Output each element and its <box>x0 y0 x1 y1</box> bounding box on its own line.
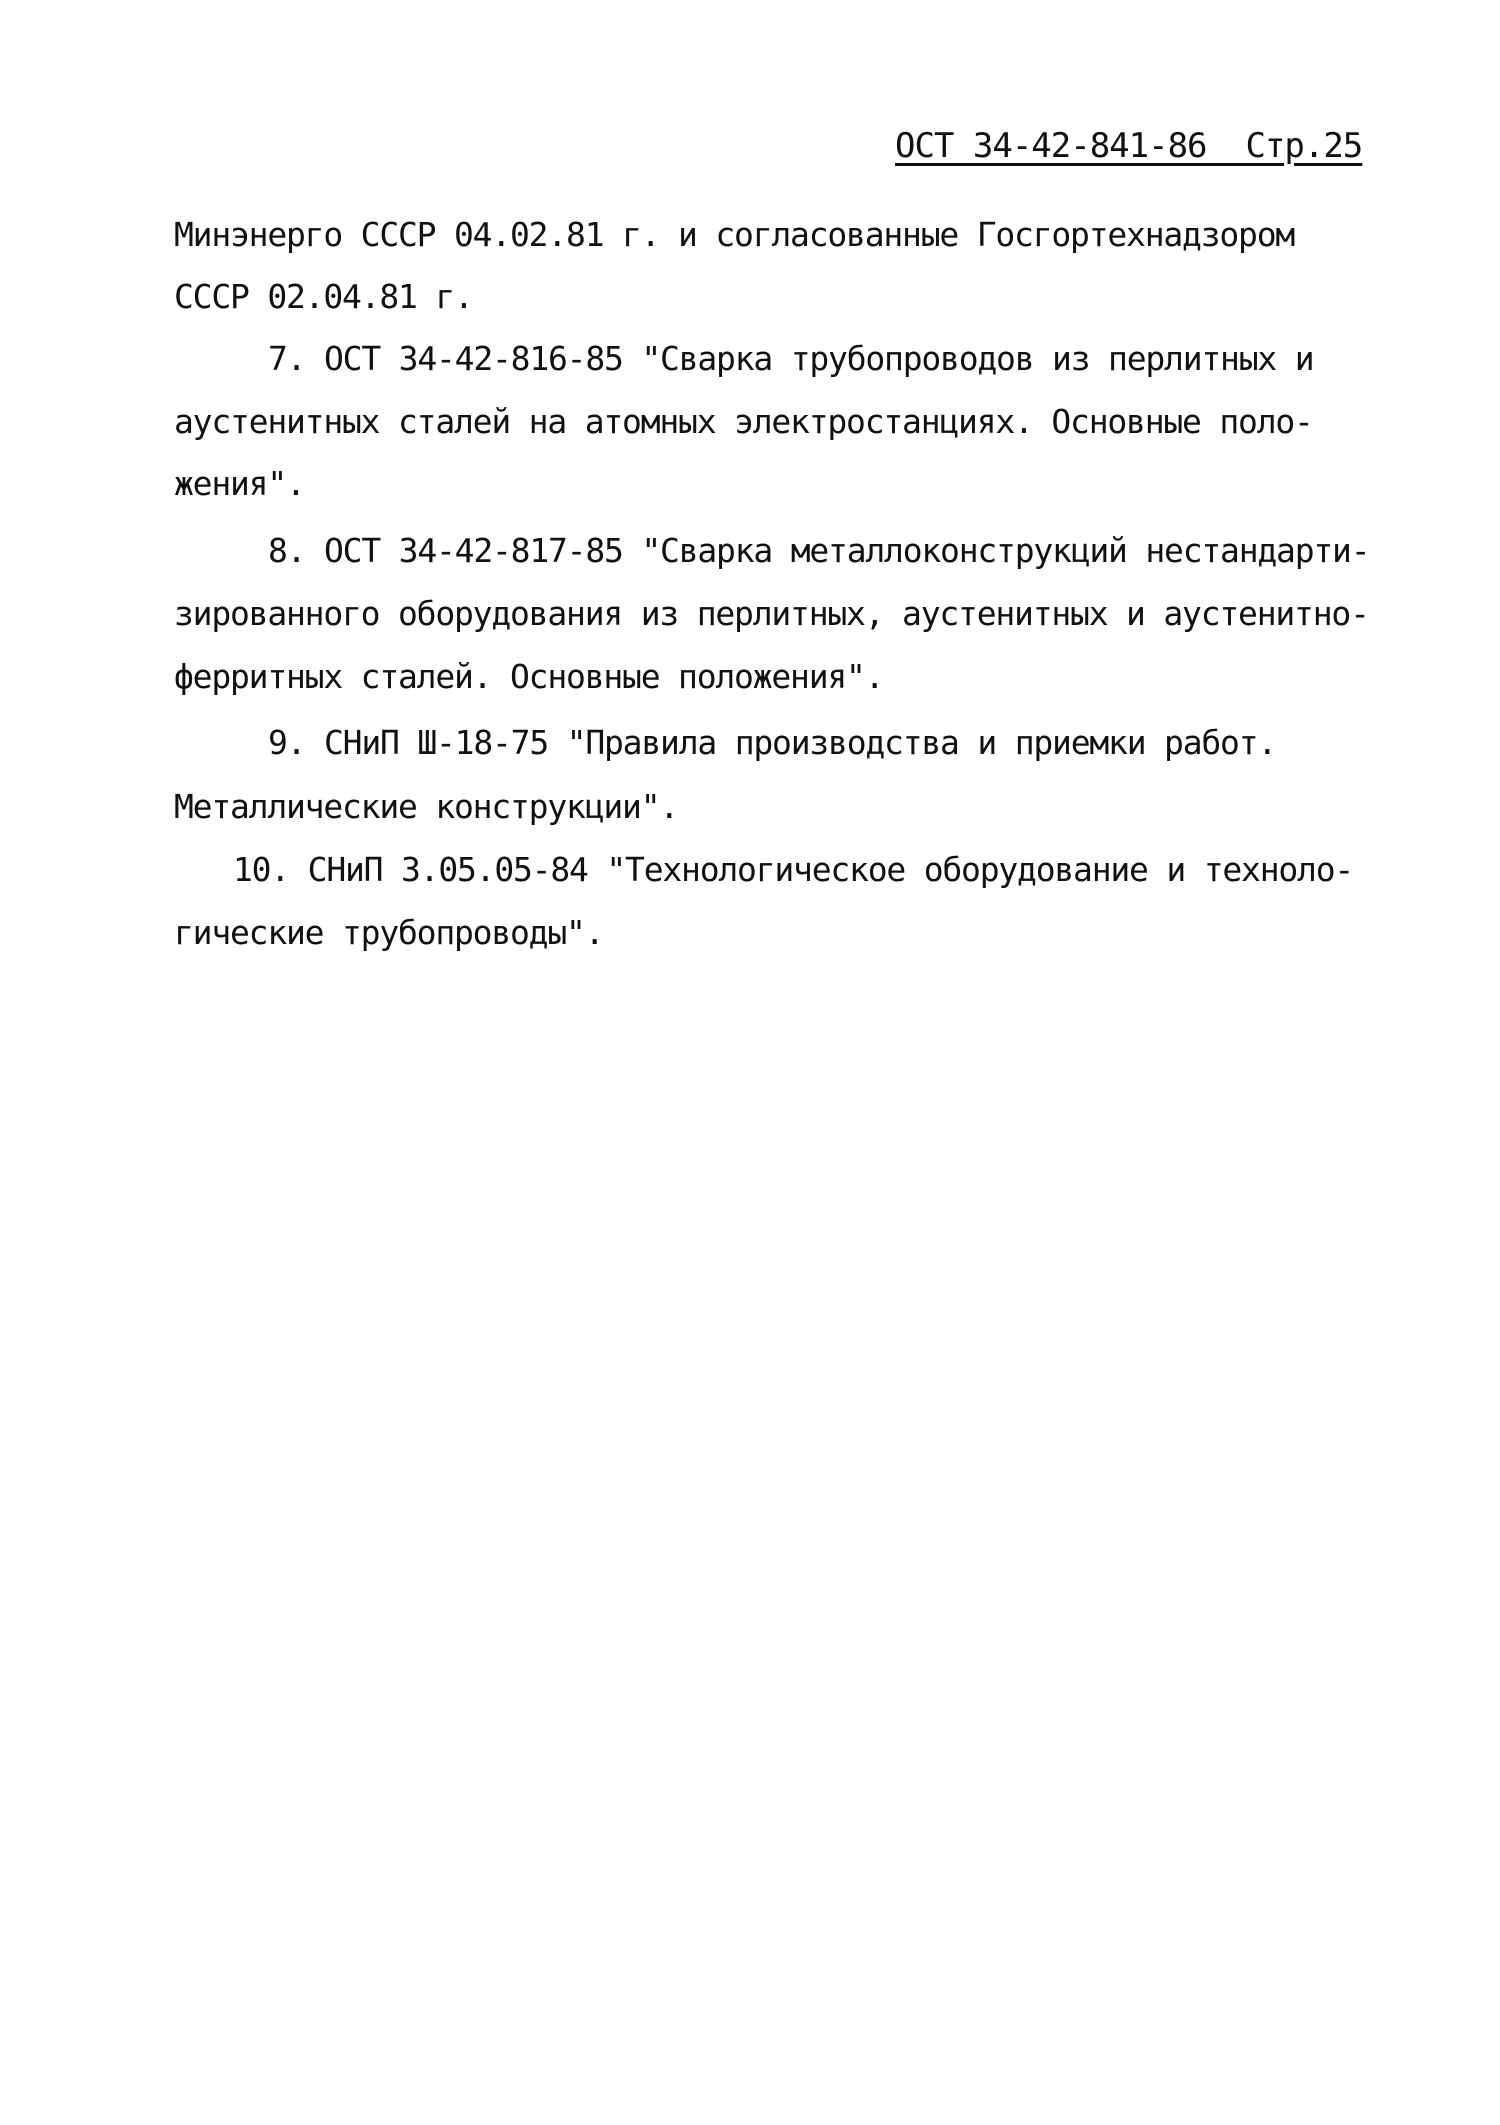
text-line-10: Металлические конструкции". <box>174 787 679 826</box>
text-line-4: аустенитных сталей на атомных электростанциях. Основные поло- <box>174 402 1313 441</box>
text-line-1: Минэнерго СССР 04.02.81 г. и согласованные Госгортехнадзором <box>174 215 1295 254</box>
text-line-9: 9. СНиП Ш-18-75 "Правила производства и приемки работ. <box>268 723 1277 762</box>
text-line-3: 7. ОСТ 34-42-816-85 "Сварка трубопроводов из перлитных и <box>268 339 1314 378</box>
page-header: ОСТ 34-42-841-86 Стр.25 <box>895 126 1363 166</box>
text-line-8: ферритных сталей. Основные положения". <box>174 657 884 696</box>
text-line-12: гические трубопроводы". <box>174 913 604 952</box>
text-line-6: 8. ОСТ 34-42-817-85 "Сварка металлоконструкций нестандарти- <box>268 531 1370 570</box>
text-line-2: СССР 02.04.81 г. <box>174 277 473 316</box>
text-line-11: 10. СНиП 3.05.05-84 "Технологическое оборудование и техноло- <box>233 850 1354 889</box>
text-line-5: жения". <box>174 464 305 503</box>
text-line-7: зированного оборудования из перлитных, аустенитных и аустенитно- <box>174 594 1369 633</box>
